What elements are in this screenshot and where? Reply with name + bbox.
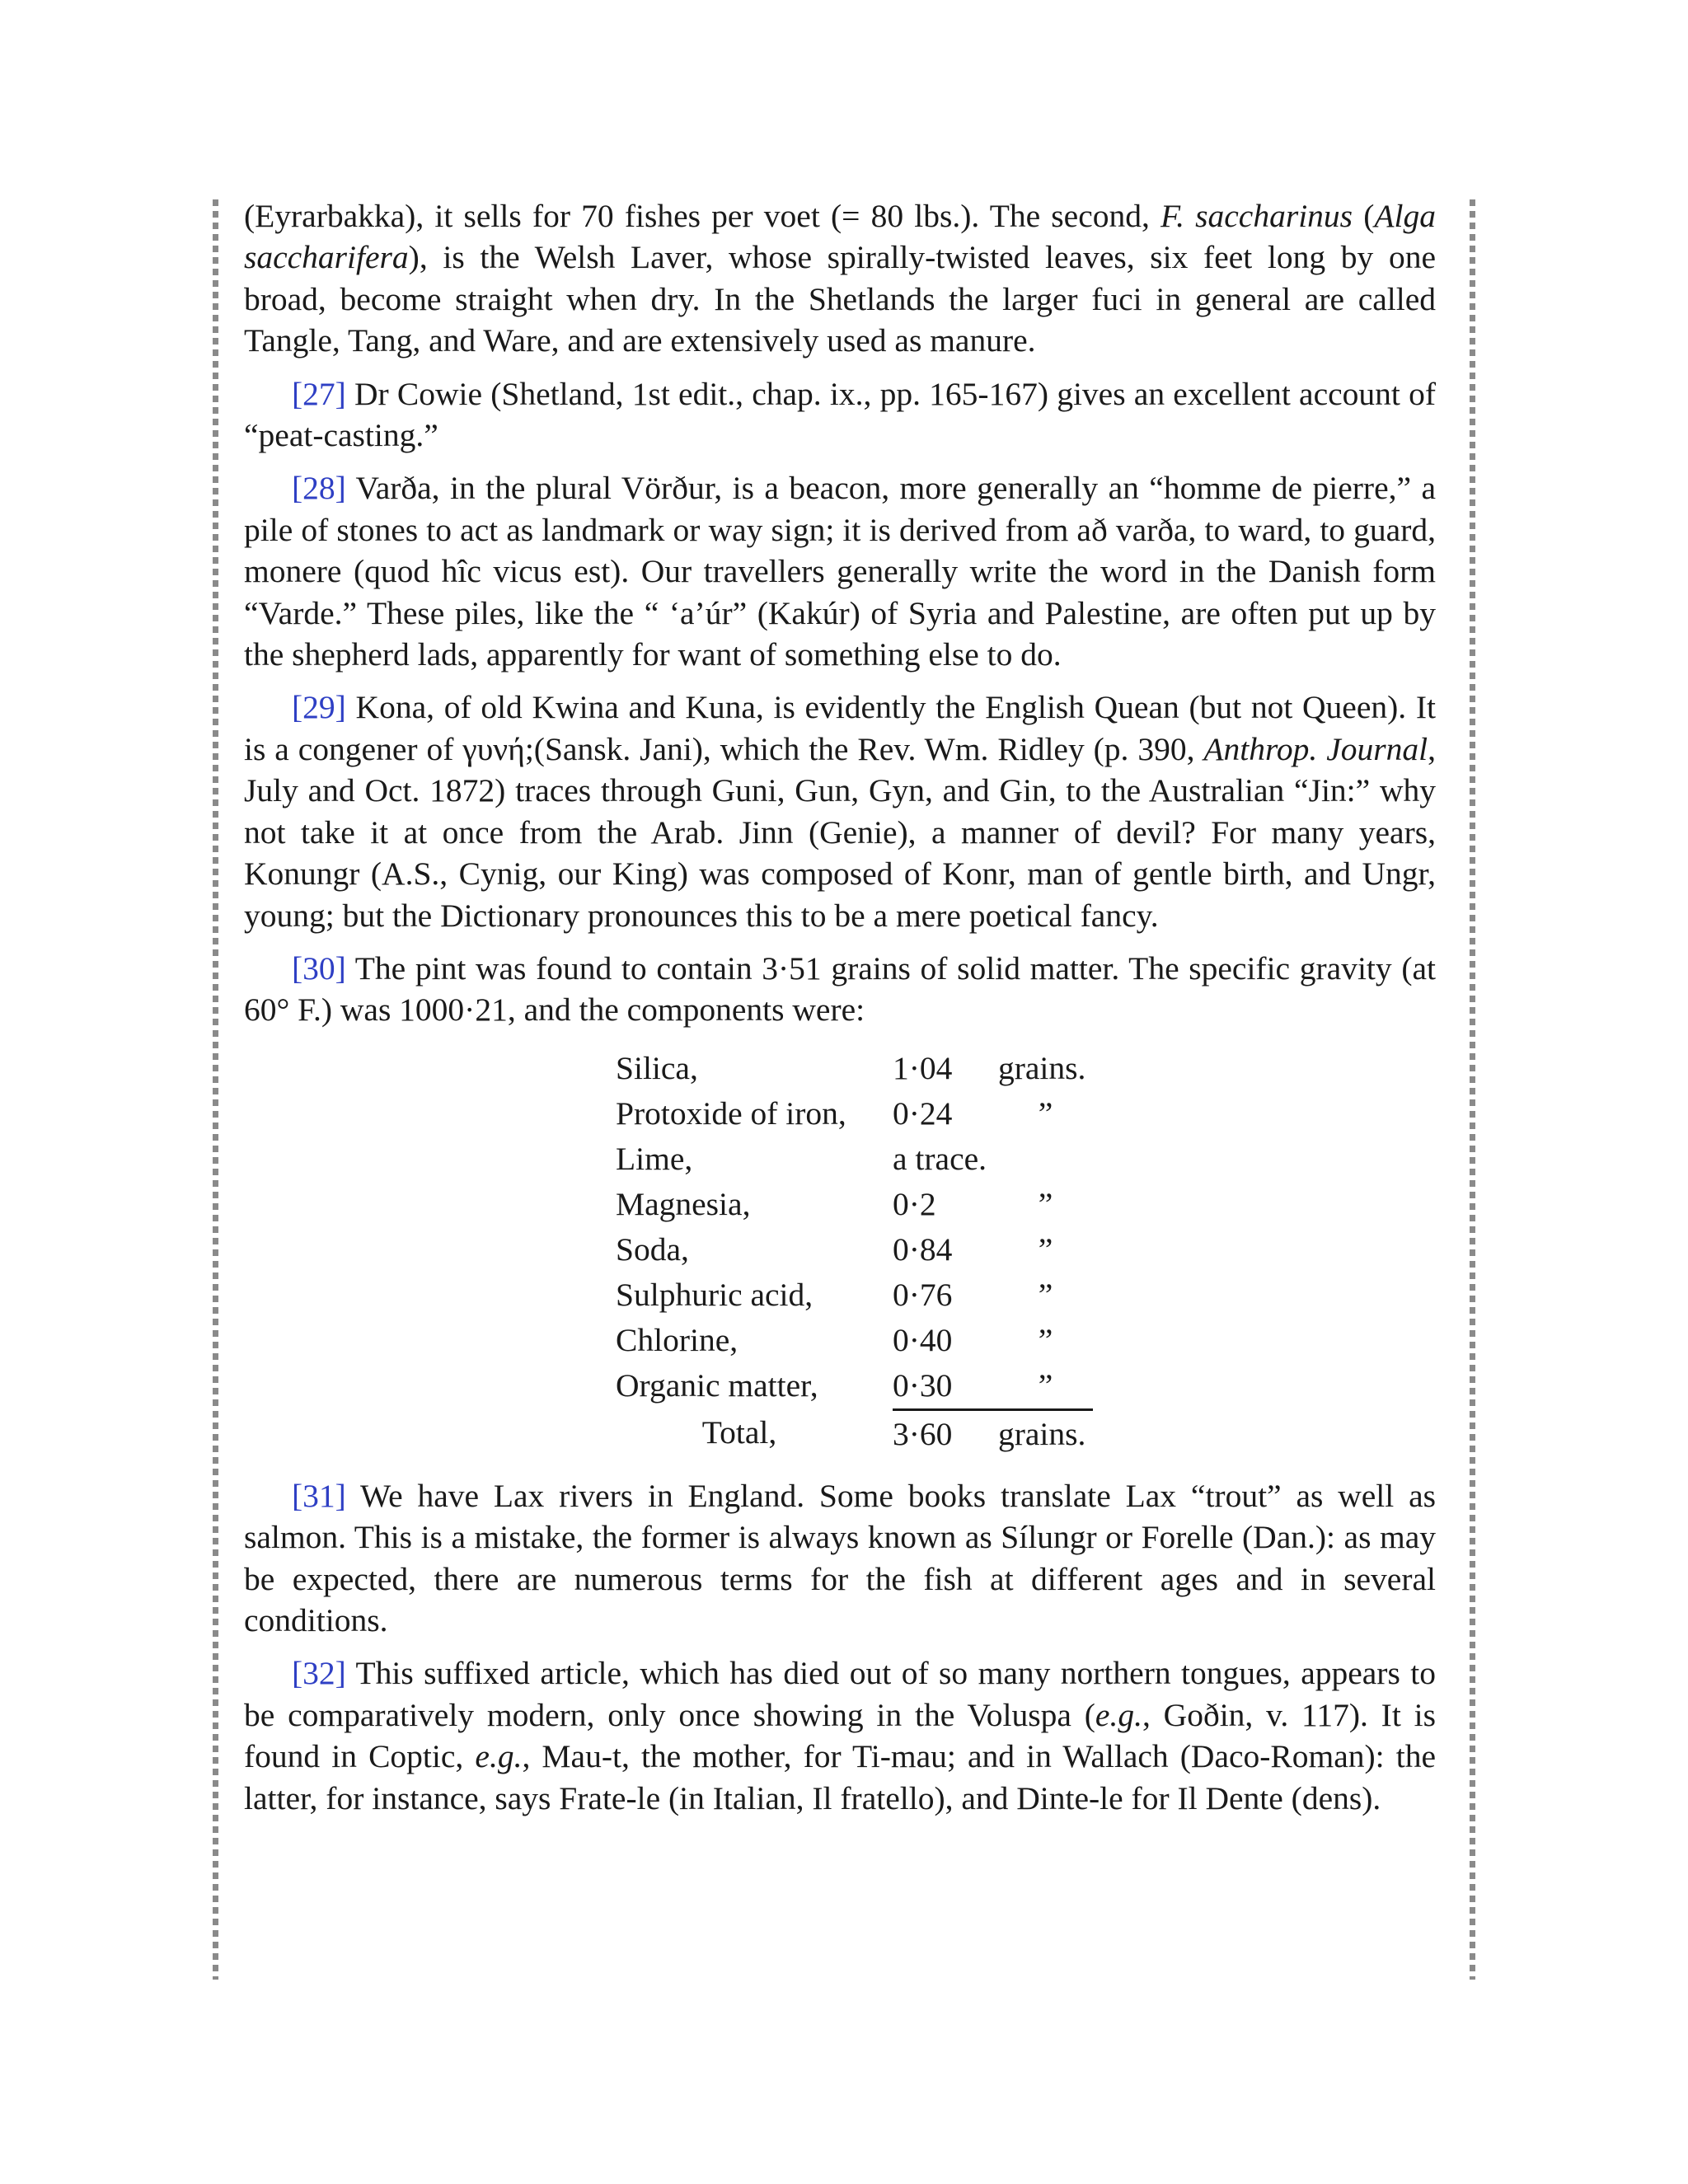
italic-text: F. saccharinus bbox=[1160, 198, 1353, 234]
footnote-27 bbox=[244, 373, 1436, 457]
footnote-ref-link[interactable]: [31] bbox=[292, 1477, 346, 1514]
unit-cell: ” bbox=[1038, 1366, 1053, 1404]
unit-cell: ” bbox=[1038, 1276, 1053, 1313]
total-unit: grains. bbox=[998, 1409, 1093, 1457]
table-row bbox=[616, 1091, 1093, 1137]
table-row bbox=[616, 1046, 1093, 1091]
footnote-26-continuation bbox=[244, 195, 1436, 362]
paragraph-text: This suffixed article, which has died out of so many northern tongues, appears to be comparatively modern, only once showing in the Voluspa ( bbox=[244, 1655, 1436, 1733]
amount-cell: 0·30 bbox=[893, 1366, 953, 1404]
amount-cell: 0·40 bbox=[893, 1321, 953, 1358]
footnote-ref-link[interactable]: [32] bbox=[292, 1655, 346, 1692]
footnotes-page bbox=[244, 195, 1436, 1830]
paragraph-text: Kona, of old Kwina and Kuna, is evidently the English Quean (but not Queen). It is a congener of γυνή;(Sansk. Jani), which the Rev. Wm. Ridley (p. 390, bbox=[244, 689, 1436, 767]
italic-text: Alga saccharifera bbox=[244, 198, 1436, 276]
water-analysis-rows bbox=[616, 1046, 1093, 1410]
substance-cell: Magnesia, bbox=[616, 1185, 751, 1222]
paragraph-text: , Mau-t, the mother, for Ti-mau; and in Wallach (Daco-Roman): the latter, for instance, says Frate-le (in Italian, Il fratello), and Dinte-le for Il Dente (dens). bbox=[244, 1738, 1436, 1816]
table-row bbox=[616, 1272, 1093, 1318]
footnote-ref-link[interactable]: [28] bbox=[292, 470, 346, 507]
total-amount: 3·60 bbox=[893, 1409, 998, 1457]
amount-cell: 0·84 bbox=[893, 1230, 953, 1268]
table-row bbox=[616, 1363, 1093, 1410]
table-row bbox=[616, 1182, 1093, 1227]
footnote-30 bbox=[244, 948, 1436, 1031]
paragraph-text: ( bbox=[1353, 198, 1375, 234]
left-margin-rule bbox=[213, 199, 218, 1980]
unit-cell: ” bbox=[1038, 1094, 1053, 1132]
paragraph-text: , July and Oct. 1872) traces through Guni, Gun, Gyn, and Gin, to the Australian “Jin:” why not take it at once from the Arab. Jinn (Genie), a manner of devil? For many years, Konungr (A.S., Cynig, our King) was composed of Konr, man of gentle birth, and Ungr, young; but the Dictionary pronounces this to be a mere poetical fancy. bbox=[244, 730, 1436, 934]
water-analysis-table bbox=[616, 1046, 1093, 1457]
substance-cell: Lime, bbox=[616, 1140, 693, 1177]
amount-cell: 0·24 bbox=[893, 1094, 953, 1132]
paragraph-text: Varða, in the plural Vörður, is a beacon, more generally an “homme de pierre,” a pile of stones to act as landmark or way sign; it is derived from að varða, to ward, to guard, monere (quod hîc vicus est). Our travellers generally write the word in the Danish form “Varde.” These piles, like the “ ‘a’úr” (Kakúr) of Syria and Palestine, are often put up by the shepherd lads, apparently for want of something else to do. bbox=[244, 470, 1436, 673]
substance-cell: Organic matter, bbox=[616, 1366, 818, 1404]
substance-cell: Sulphuric acid, bbox=[616, 1276, 814, 1313]
footnote-32 bbox=[244, 1652, 1436, 1819]
paragraph-text: (Eyrarbakka), it sells for 70 fishes per voet (= 80 lbs.). The second, bbox=[244, 198, 1161, 234]
amount-cell: a trace. bbox=[893, 1140, 987, 1177]
unit-cell: ” bbox=[1038, 1185, 1053, 1222]
footnote-31 bbox=[244, 1475, 1436, 1642]
substance-cell: Protoxide of iron, bbox=[616, 1094, 846, 1132]
unit-cell: grains. bbox=[998, 1049, 1086, 1086]
italic-text: Anthrop. Journal bbox=[1203, 730, 1428, 767]
paragraph-text: , Goðin, v. 117). It is found in Coptic, bbox=[244, 1696, 1436, 1775]
table-row bbox=[616, 1227, 1093, 1272]
paragraph-text: The pint was found to contain 3·51 grains of solid matter. The specific gravity (at 60° F.) was 1000·21, and the components were: bbox=[244, 949, 1436, 1029]
amount-cell: 1·04 bbox=[893, 1049, 953, 1086]
substance-cell: Silica, bbox=[616, 1049, 698, 1086]
footnote-28 bbox=[244, 467, 1436, 675]
paragraph-text: ), is the Welsh Laver, whose spirally-twisted leaves, six feet long by one broad, become straight when dry. In the Shetlands the larger fuci in general are called Tangle, Tang, and Ware, and are extensively used as manure. bbox=[244, 239, 1436, 359]
table-row bbox=[616, 1318, 1093, 1363]
substance-cell: Soda, bbox=[616, 1230, 689, 1268]
paragraph-text: Dr Cowie (Shetland, 1st edit., chap. ix., pp. 165-167) gives an excellent account of “peat-casting.” bbox=[244, 375, 1436, 454]
table-row bbox=[616, 1137, 1093, 1182]
substance-cell: Chlorine, bbox=[616, 1321, 738, 1358]
unit-cell: ” bbox=[1038, 1230, 1053, 1268]
footnote-ref-link[interactable]: [27] bbox=[292, 375, 346, 412]
unit-cell: ” bbox=[1038, 1321, 1053, 1358]
italic-text: e.g. bbox=[475, 1738, 523, 1775]
italic-text: e.g. bbox=[1095, 1696, 1142, 1733]
paragraph-text: We have Lax rivers in England. Some books translate Lax “trout” as well as salmon. This is a mistake, the former is always known as Sílungr or Forelle (Dan.): as may be expected, there are numerous terms for the fish at different ages and in several conditions. bbox=[244, 1477, 1436, 1638]
footnote-29 bbox=[244, 687, 1436, 935]
right-margin-rule bbox=[1470, 199, 1475, 1980]
total-label: Total, bbox=[701, 1414, 777, 1451]
unit-cell bbox=[998, 1137, 1093, 1182]
footnote-ref-link[interactable]: [30] bbox=[292, 949, 346, 987]
amount-cell: 0·2 bbox=[893, 1185, 936, 1222]
footnote-ref-link[interactable]: [29] bbox=[292, 689, 346, 726]
amount-cell: 0·76 bbox=[893, 1276, 953, 1313]
table-total-row bbox=[616, 1409, 1093, 1457]
